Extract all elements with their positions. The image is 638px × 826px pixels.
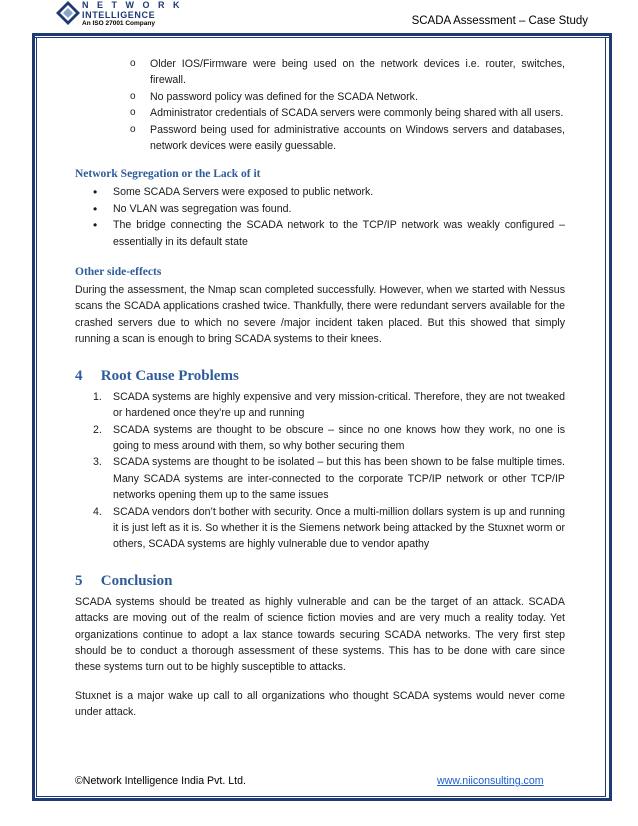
item-number: 2. [93, 423, 102, 436]
section-title: Root Cause Problems [100, 367, 239, 384]
footer-copyright: ©Network Intelligence India Pvt. Ltd. [75, 775, 246, 787]
list-item [93, 422, 565, 455]
logo-text [82, 0, 183, 28]
logo-intelligence-text: INTELLIGENCE [82, 10, 156, 20]
segregation-list [93, 184, 565, 250]
frame-bottom-border [32, 798, 612, 801]
logo-network-text: N E T W O R K [82, 0, 183, 10]
list-item: o Administrator credentials of SCADA servers were commonly being shared with all users. [130, 105, 565, 121]
list-item: • The bridge connecting the SCADA network to the TCP/IP network was weakly configured – essentially in its default state [93, 217, 565, 250]
continued-findings-list [130, 56, 565, 154]
item-number: 3. [93, 456, 102, 469]
root-cause-heading [75, 366, 565, 386]
conclusion-paragraph-2: Stuxnet is a major wake up call to all organizations who thought SCADA systems would never come under attack. [75, 689, 565, 719]
item-number: 4. [93, 505, 102, 518]
section-number: 5 [75, 572, 83, 589]
list-item: • Some SCADA Servers were exposed to public network. [93, 184, 565, 200]
document-title: SCADA Assessment – Case Study [411, 15, 588, 27]
side-effects-paragraph: During the assessment, the Nmap scan completed successfully. However, when we started with Nessus scans the SCADA applications crashed twice. Thankfully, there were redundant servers available for the crashed servers due to which no severe /major incident taken placed. But this showed that simply running a scan is enough to bring SCADA systems to their knees. [75, 284, 565, 346]
logo-diamond-icon [56, 1, 80, 25]
segregation-heading: Network Segregation or the Lack of it [75, 168, 261, 181]
frame-right-inner-border [605, 37, 606, 797]
frame-right-border [609, 33, 612, 801]
footer-website-link[interactable]: www.niiconsulting.com [437, 775, 544, 787]
list-item [93, 389, 565, 422]
frame-bottom-inner-border [36, 796, 606, 797]
section-title: Conclusion [100, 572, 173, 589]
item-text: SCADA systems are thought to be obscure – since no one knows how they work, no one is going to mess around with them, so why bother securing them [113, 423, 565, 452]
item-number: 1. [93, 390, 102, 403]
company-logo [52, 0, 192, 34]
frame-top-inner-border [32, 37, 612, 38]
page-header [0, 0, 638, 36]
conclusion-heading [75, 571, 565, 591]
frame-left-inner-border [36, 37, 37, 797]
page-content [75, 56, 565, 733]
list-item: • No VLAN was segregation was found. [93, 201, 565, 217]
section-number: 4 [75, 367, 83, 384]
list-item: o Password being used for administrative accounts on Windows servers and databases, network devices were easily guessable. [130, 122, 565, 155]
item-text: SCADA systems are thought to be isolated – but this has been shown to be false multiple times. Many SCADA systems are inter-connected to the corporate TCP/IP network or other TCP/IP networks opening them up to the same issues [113, 456, 565, 502]
list-item: o Older IOS/Firmware were being used on the network devices i.e. router, switches, firewall. [130, 56, 565, 89]
frame-top-border [32, 33, 612, 36]
list-item [93, 504, 565, 553]
item-text: SCADA vendors don’t bother with security. Once a multi-million dollars system is up and running it is just left as it is. So whether it is the Siemens network being attacked by the Stuxnet worm or others, SCADA systems are highly vulnerable due to vendor apathy [113, 505, 565, 551]
list-item [93, 454, 565, 503]
frame-left-border [32, 33, 35, 801]
item-text: SCADA systems are highly expensive and very mission-critical. Therefore, they are not tweaked or hardened once they’re up and running [113, 390, 565, 420]
side-effects-heading: Other side-effects [75, 266, 162, 279]
logo-iso-text: An ISO 27001 Company [82, 20, 155, 27]
list-item: o No password policy was defined for the SCADA Network. [130, 89, 565, 105]
conclusion-paragraph-1: SCADA systems should be treated as highly vulnerable and can be the target of an attack. SCADA attacks are moving out of the realm of science fiction movies and are very much a reality today. Yet organizations continue to adopt a lax stance towards securing SCADA networks. The very first step should be to conduct a thorough assessment of these systems. This has to be done with care since these systems turn out to be highly susceptible to attacks. [75, 595, 565, 674]
root-cause-list [93, 389, 565, 553]
